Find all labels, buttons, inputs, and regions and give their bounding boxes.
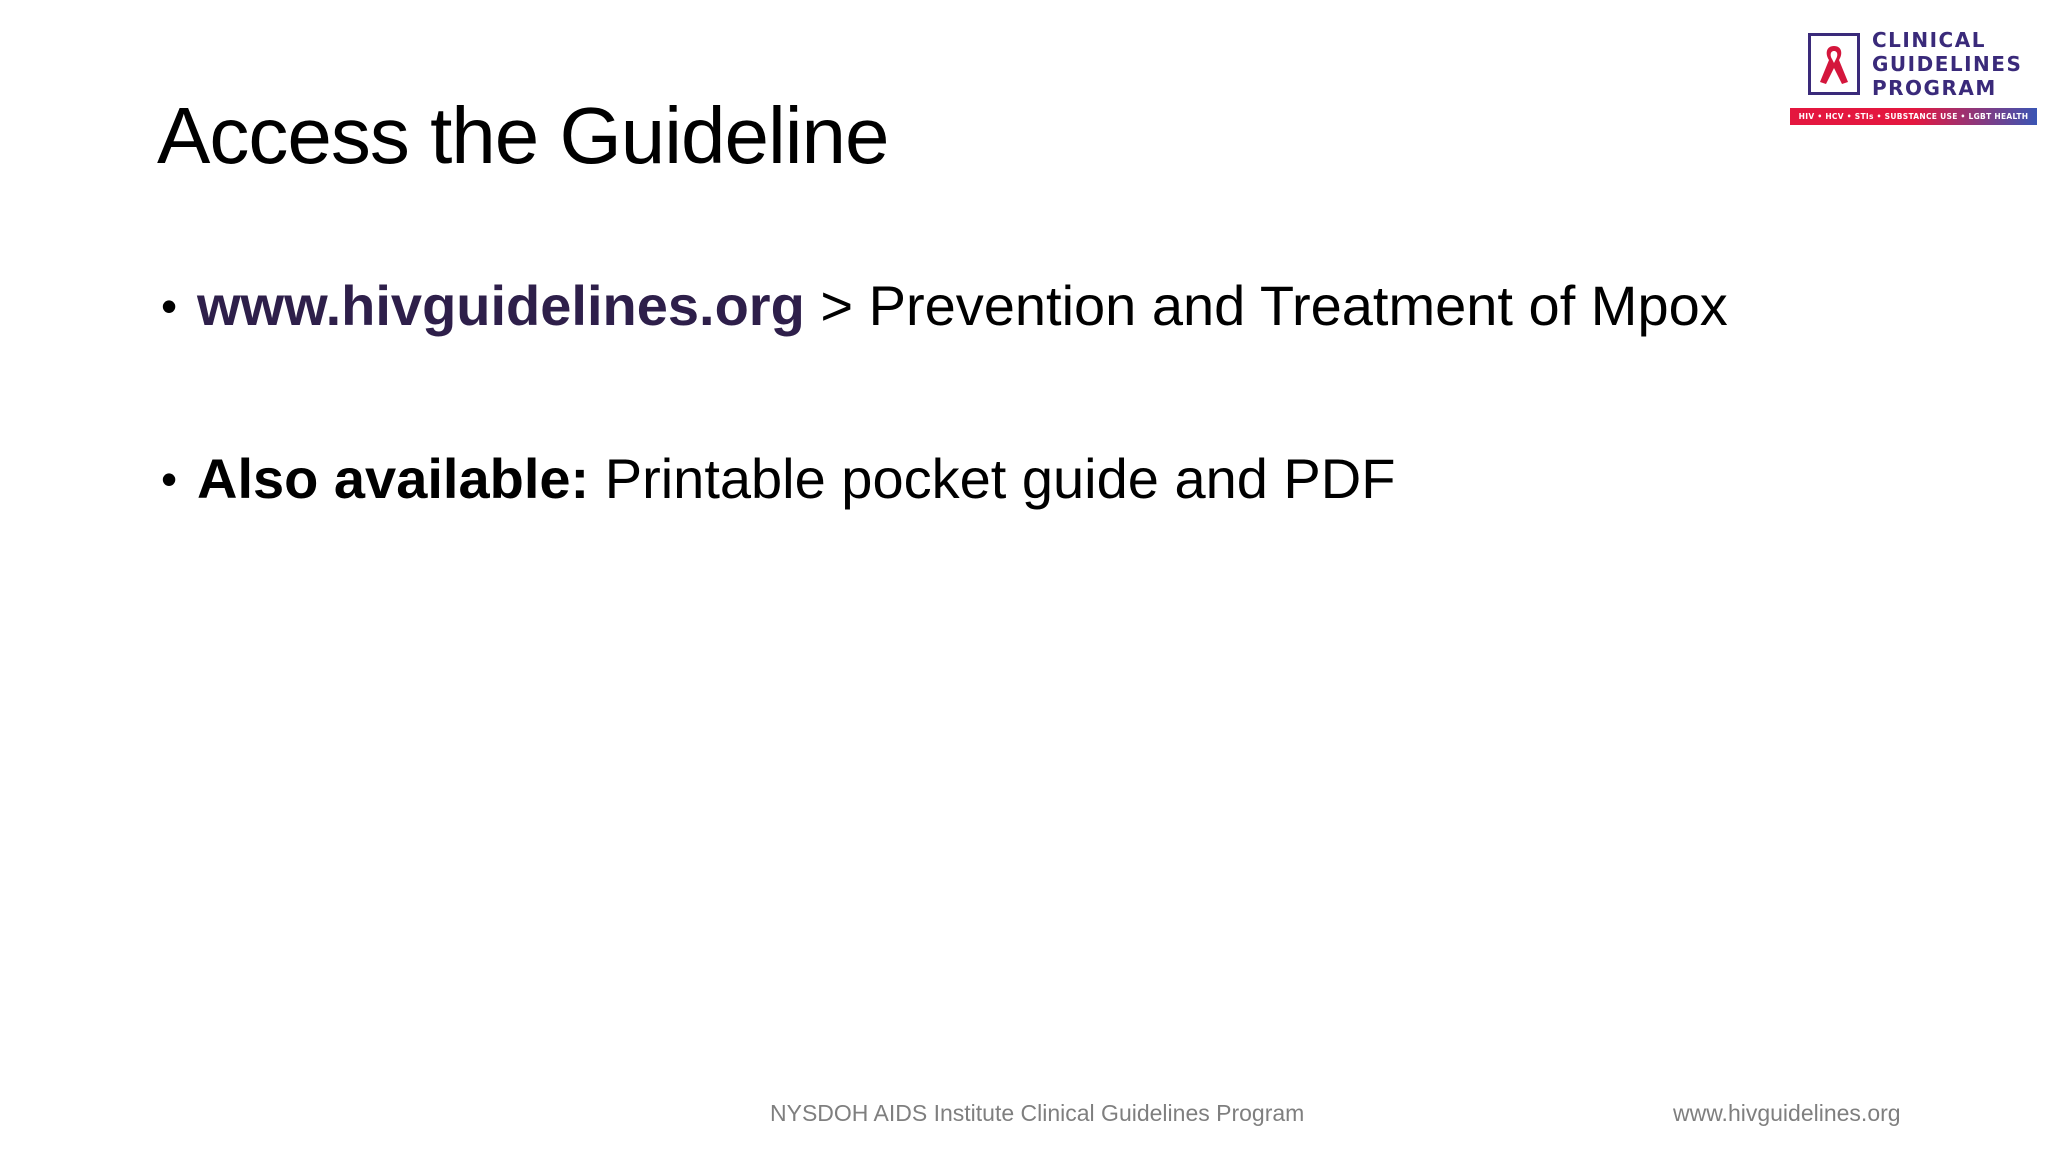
bullet-text: Printable pocket guide and PDF <box>589 447 1396 510</box>
logo-tagline-stripe: HIV • HCV • STIs • SUBSTANCE USE • LGBT HEALTH <box>1790 108 2037 125</box>
guidelines-website-link[interactable]: www.hivguidelines.org <box>197 274 805 337</box>
logo-line-3: PROGRAM <box>1872 76 1997 100</box>
footer-website: www.hivguidelines.org <box>1673 1100 1901 1126</box>
bullet-item-website <box>157 270 1728 342</box>
bullet-strong-label: Also available: <box>197 447 590 510</box>
logo-line-2: GUIDELINES <box>1872 52 2023 76</box>
clinical-guidelines-program-logo <box>1790 28 2037 128</box>
logo-wordmark <box>1872 28 2022 100</box>
bullet-text: > Prevention and Treatment of Mpox <box>804 274 1728 337</box>
bullet-item-also-available <box>157 443 1728 515</box>
bullet-dot-icon: • <box>161 453 178 505</box>
bullet-list <box>157 270 1728 515</box>
slide-title: Access the Guideline <box>157 91 889 180</box>
logo-line-1: CLINICAL <box>1872 28 1986 52</box>
bullet-dot-icon: • <box>161 280 178 332</box>
footer-program-name: NYSDOH AIDS Institute Clinical Guidelines Program <box>770 1100 1305 1126</box>
ribbon-icon <box>1808 33 1860 95</box>
